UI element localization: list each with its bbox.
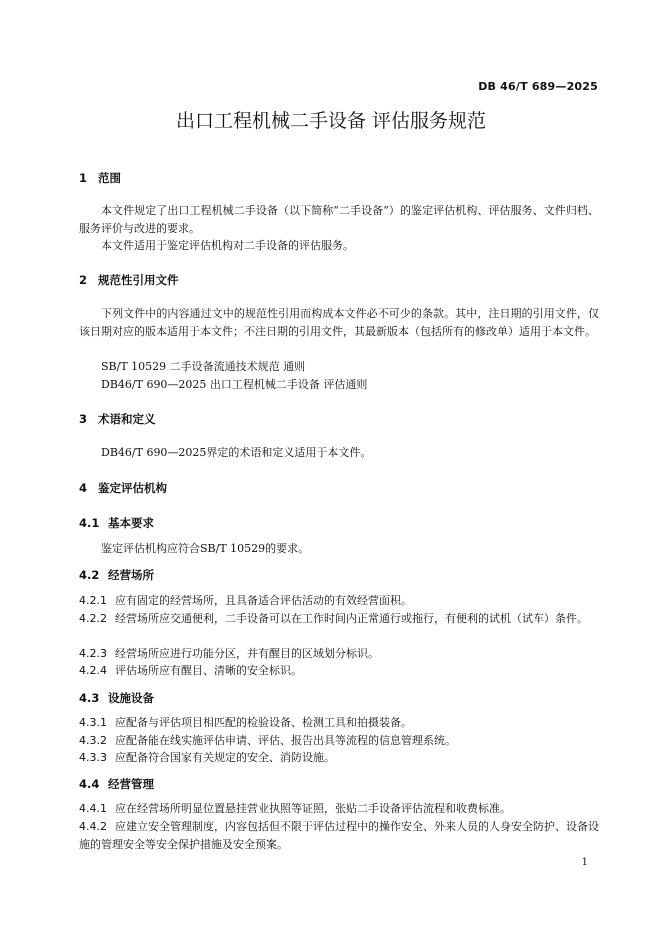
clause-number: 4.2.4 bbox=[79, 664, 107, 677]
section-title: 术语和定义 bbox=[98, 412, 156, 426]
clause-4-4-2 bbox=[79, 818, 599, 853]
section-3-paragraph-1: DB46/T 690—2025界定的术语和定义适用于本文件。 bbox=[101, 446, 372, 459]
section-number: 1 bbox=[79, 171, 88, 185]
section-1-heading bbox=[79, 170, 121, 186]
section-title: 范围 bbox=[98, 171, 121, 185]
clause-4-2-1 bbox=[79, 592, 599, 610]
clause-4-3-1 bbox=[79, 714, 599, 732]
clause-text: 应配备与评估项目相匹配的检验设备、检测工具和拍摄装备。 bbox=[115, 716, 412, 729]
clause-text: 应建立安全管理制度，内容包括但不限于评估过程中的操作安全、外来人员的人身安全防护、设备设施的管理安全等安全保护措施及安全预案。 bbox=[79, 820, 599, 851]
clause-text: 应在经营场所明显位置悬挂营业执照等证照，张贴二手设备评估流程和收费标准。 bbox=[115, 802, 511, 815]
subsection-number: 4.2 bbox=[79, 568, 100, 582]
section-title: 鉴定评估机构 bbox=[98, 481, 167, 495]
clause-text: 经营场所应进行功能分区，并有醒目的区域划分标识。 bbox=[115, 647, 379, 660]
subsection-number: 4.1 bbox=[79, 516, 100, 530]
page-number: 1 bbox=[581, 857, 588, 868]
subsection-4-2-heading bbox=[79, 567, 154, 583]
clause-4-3-2 bbox=[79, 732, 599, 750]
clause-text: 评估场所应有醒目、清晰的安全标识。 bbox=[115, 664, 302, 677]
subsection-title: 设施设备 bbox=[108, 691, 154, 705]
clause-number: 4.3.3 bbox=[79, 751, 107, 764]
reference-1: SB/T 10529 二手设备流通技术规范 通则 bbox=[101, 360, 306, 373]
clause-number: 4.2.2 bbox=[79, 612, 107, 625]
clause-4-2-2 bbox=[79, 610, 599, 628]
reference-2: DB46/T 690—2025 出口工程机械二手设备 评估通则 bbox=[101, 378, 368, 391]
clause-number: 4.4.2 bbox=[79, 820, 107, 833]
subsection-4-4-heading bbox=[79, 776, 154, 792]
clause-text: 应配备能在线实施评估申请、评估、报告出具等流程的信息管理系统。 bbox=[115, 734, 456, 747]
clause-number: 4.2.1 bbox=[79, 594, 107, 607]
clause-4-2-3 bbox=[79, 645, 599, 663]
clause-number: 4.4.1 bbox=[79, 802, 107, 815]
section-number: 4 bbox=[79, 481, 88, 495]
subsection-4-1-heading bbox=[79, 515, 154, 531]
section-title: 规范性引用文件 bbox=[98, 273, 179, 287]
subsection-4-3-heading bbox=[79, 690, 154, 706]
clause-text: 应配备符合国家有关规定的安全、消防设施。 bbox=[115, 751, 335, 764]
clause-number: 4.3.2 bbox=[79, 734, 107, 747]
subsection-title: 基本要求 bbox=[108, 516, 154, 530]
subsection-title: 经营管理 bbox=[108, 777, 154, 791]
section-1-paragraph-1: 本文件规定了出口工程机械二手设备（以下简称“二手设备”）的鉴定评估机构、评估服务、文件归档、服务评价与改进的要求。 bbox=[79, 204, 599, 235]
section-number: 2 bbox=[79, 273, 88, 287]
section-4-heading bbox=[79, 480, 167, 496]
subsection-number: 4.4 bbox=[79, 777, 100, 791]
standard-code: DB 46/T 689—2025 bbox=[478, 80, 598, 93]
subsection-4-1-paragraph: 鉴定评估机构应符合SB/T 10529的要求。 bbox=[101, 542, 310, 555]
section-2-heading bbox=[79, 272, 179, 288]
clause-text: 经营场所应交通便利，二手设备可以在工作时间内正常通行或拖行，有便利的试机（试车）条件。 bbox=[115, 612, 588, 625]
subsection-number: 4.3 bbox=[79, 691, 100, 705]
section-number: 3 bbox=[79, 412, 88, 426]
subsection-title: 经营场所 bbox=[108, 568, 154, 582]
clause-4-2-4 bbox=[79, 662, 599, 680]
clause-number: 4.3.1 bbox=[79, 716, 107, 729]
clause-text: 应有固定的经营场所，且具备适合评估活动的有效经营面积。 bbox=[115, 594, 412, 607]
document-title: 出口工程机械二手设备 评估服务规范 bbox=[175, 110, 487, 132]
section-2-paragraph-1: 下列文件中的内容通过文中的规范性引用而构成本文件必不可少的条款。其中，注日期的引用文件，仅该日期对应的版本适用于本文件；不注日期的引用文件，其最新版本（包括所有的修改单）适用于本文件。 bbox=[79, 307, 599, 338]
section-3-heading bbox=[79, 411, 156, 427]
clause-4-4-1 bbox=[79, 800, 599, 818]
section-1-paragraph-2: 本文件适用于鉴定评估机构对二手设备的评估服务。 bbox=[101, 239, 354, 252]
clause-number: 4.2.3 bbox=[79, 647, 107, 660]
clause-4-3-3 bbox=[79, 749, 599, 767]
